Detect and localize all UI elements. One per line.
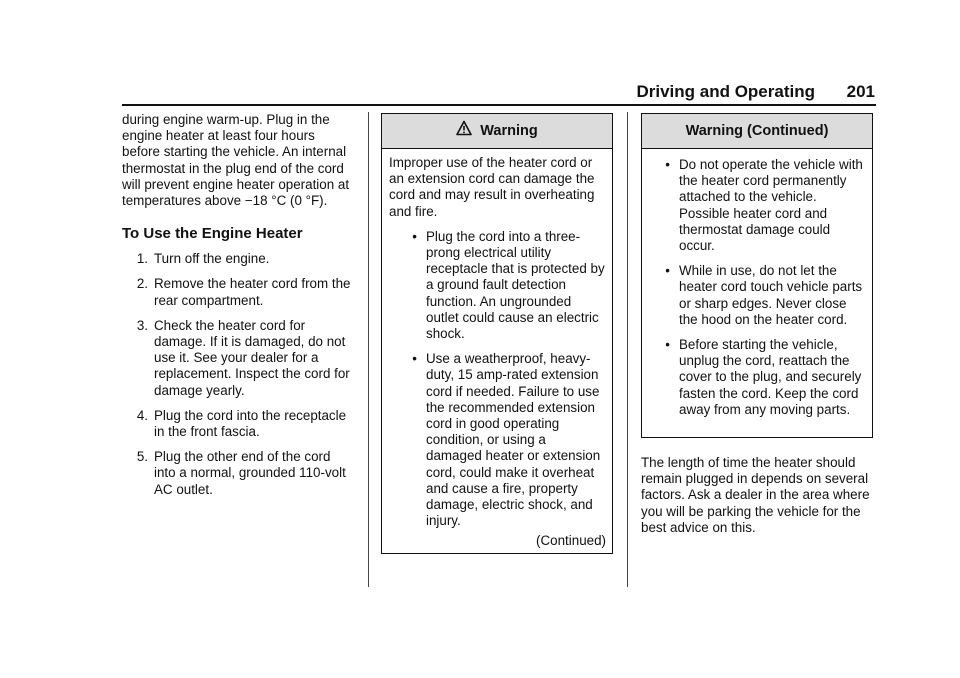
intro-paragraph: during engine warm-up. Plug in the engine heater at least four hours before starting the vehicle. An internal thermostat in the plug end of the cord will prevent engine heater operation at temperatures above −18 °C (0 °F). [122,112,350,209]
list-item: 2. Remove the heater cord from the rear compartment. [136,276,351,308]
section-title: Driving and Operating [636,82,815,101]
section-heading: To Use the Engine Heater [122,225,303,243]
list-item: 4. Plug the cord into the receptacle in the front fascia. [136,407,347,440]
list-item: • Use a weatherproof, heavy-duty, 15 amp-rated extension cord if needed. Failure to use the recommended extension cord in good operating condition, or using a damaged heater or extension cord, could make it overheat and cause a fire, property damage, electric shock, and injury. [412,351,601,529]
list-item: 3. Check the heater cord for damage. If it is damaged, do not use it. See your dealer for a replacement. Inspect the cord for damage yearly. [136,317,350,398]
warning-box-continued [641,113,873,438]
warning-bullets [389,229,605,530]
body-paragraph: The length of time the heater should remain plugged in depends on several factors. Ask a dealer in the area where you will be parking the vehicle for the best advice on this. [641,455,870,535]
warning-title: Warning (Continued) [685,122,829,139]
steps-list [122,251,354,498]
list-item: 1. Turn off the engine. [136,251,270,267]
page-number: 201 [846,82,875,101]
column-divider [627,112,628,587]
continued-label: (Continued) [536,532,606,548]
warning-title: Warning [480,122,538,139]
list-item: 5. Plug the other end of the cord into a normal, grounded 110-volt AC outlet. [136,449,346,497]
warning-box [381,113,613,554]
warning-triangle-icon [456,120,472,136]
header-divider [122,104,876,106]
warning-header [382,114,612,149]
list-item: • Before starting the vehicle, unplug the cord, reattach the cover to the plug, and securely fasten the cord. Keep the cord away from any moving parts. [665,337,862,417]
list-item: • While in use, do not let the heater cord touch vehicle parts or sharp edges. Never close the hood on the heater cord. [665,263,863,327]
warning-header [642,114,872,149]
column-divider [368,112,369,587]
list-item: • Do not operate the vehicle with the heater cord permanently attached to the vehicle. Possible heater cord and thermostat damage could occur. [665,157,863,254]
warning-intro: Improper use of the heater cord or an extension cord can damage the cord and may result in overheating and fire. [389,155,595,219]
list-item: • Plug the cord into a three-prong electrical utility receptacle that is protected by a ground fault detection function. An ungrounded outlet could cause an electric shock. [412,228,605,342]
column-left [122,112,354,507]
warning-bullets [649,157,865,418]
